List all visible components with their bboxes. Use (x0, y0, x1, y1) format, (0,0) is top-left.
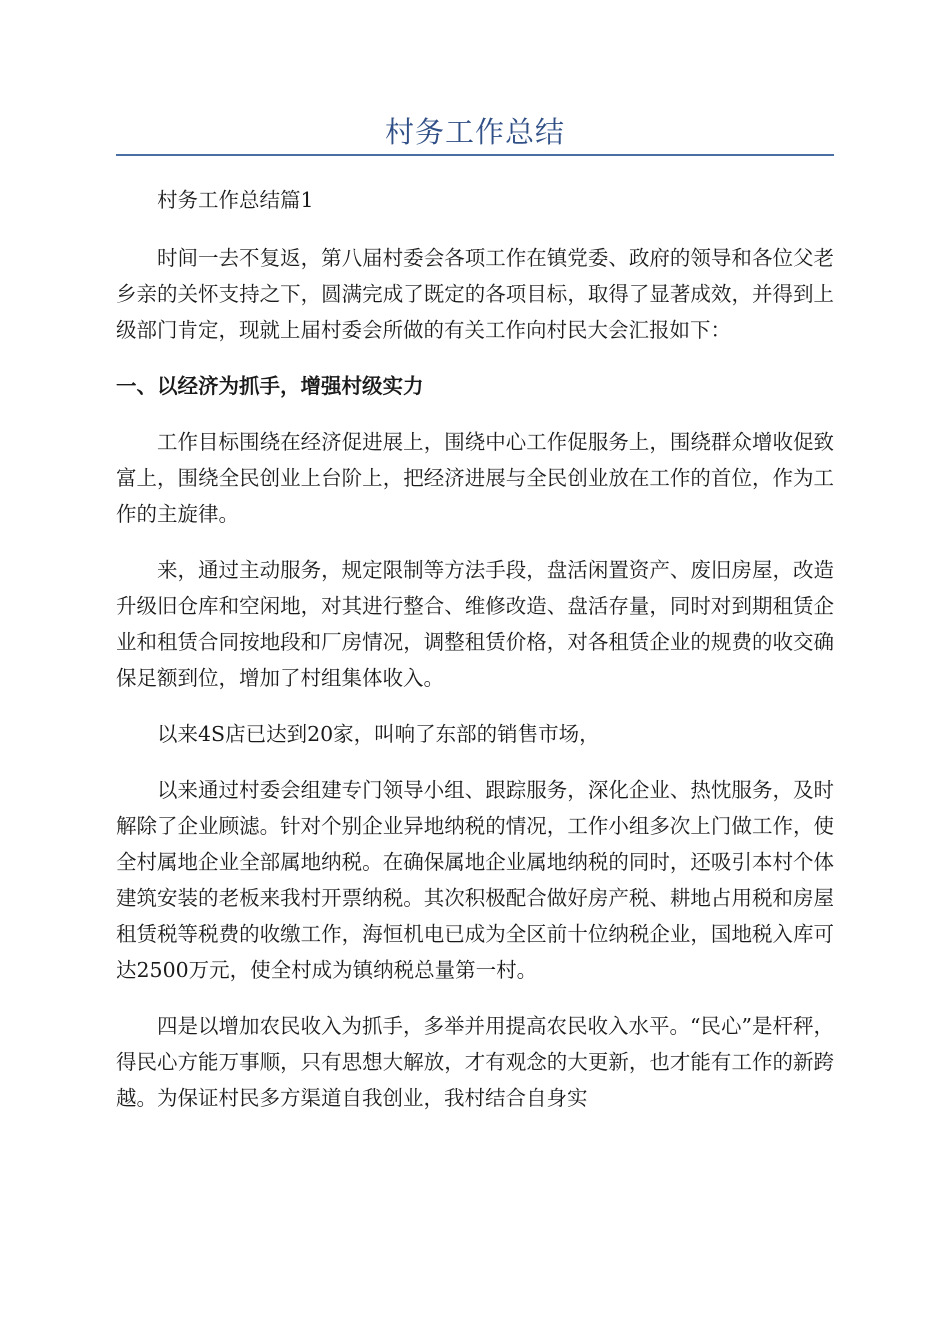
paragraph-intro: 时间一去不复返，第八届村委会各项工作在镇党委、政府的领导和各位父老乡亲的关怀支持之下，圆满完成了既定的各项目标，取得了显著成效，并得到上级部门肯定，现就上届村委会所做的有关工作向村民大会汇报如下： (116, 246, 834, 342)
title-underline (116, 154, 834, 156)
paragraph-taxes: 以来通过村委会组建专门领导小组、跟踪服务，深化企业、热忱服务，及时解除了企业顾滤。针对个别企业异地纳税的情况，工作小组多次上门做工作，使全村属地企业全部属地纳税。在确保属地企业属地纳税的同时，还吸引本村个体建筑安装的老板来我村开票纳税。其次积极配合做好房产税、耕地占用税和房屋租赁税等税费的收缴工作，海恒机电已成为全区前十位纳税企业，国地税入库可达2500万元，使全村成为镇纳税总量第一村。 (116, 778, 834, 982)
section-heading: 一、以经济为抓手，增强村级实力 (116, 374, 424, 398)
paragraph-goals: 工作目标围绕在经济促进展上，围绕中心工作促服务上，围绕群众增收促致富上，围绕全民创业上台阶上，把经济进展与全民创业放在工作的首位，作为工作的主旋律。 (116, 430, 834, 526)
document-subtitle: 村务工作总结篇1 (157, 188, 314, 212)
paragraph-assets: 来，通过主动服务，规定限制等方法手段，盘活闲置资产、废旧房屋，改造升级旧仓库和空闲地，对其进行整合、维修改造、盘活存量，同时对到期租赁企业和租赁合同按地段和厂房情况，调整租赁价格，对各租赁企业的规费的收交确保足额到位，增加了村组集体收入。 (116, 558, 834, 690)
document-page (116, 112, 834, 1136)
paragraph-4s-stores: 以来4S店已达到20家，叫响了东部的销售市场， (157, 722, 600, 746)
paragraph-income: 四是以增加农民收入为抓手，多举并用提高农民收入水平。“民心”是杆秤，得民心方能万事顺，只有思想大解放，才有观念的大更新，也才能有工作的新跨越。为保证村民多方渠道自我创业，我村结合自身实 (116, 1014, 834, 1110)
document-title: 村务工作总结 (384, 115, 565, 149)
